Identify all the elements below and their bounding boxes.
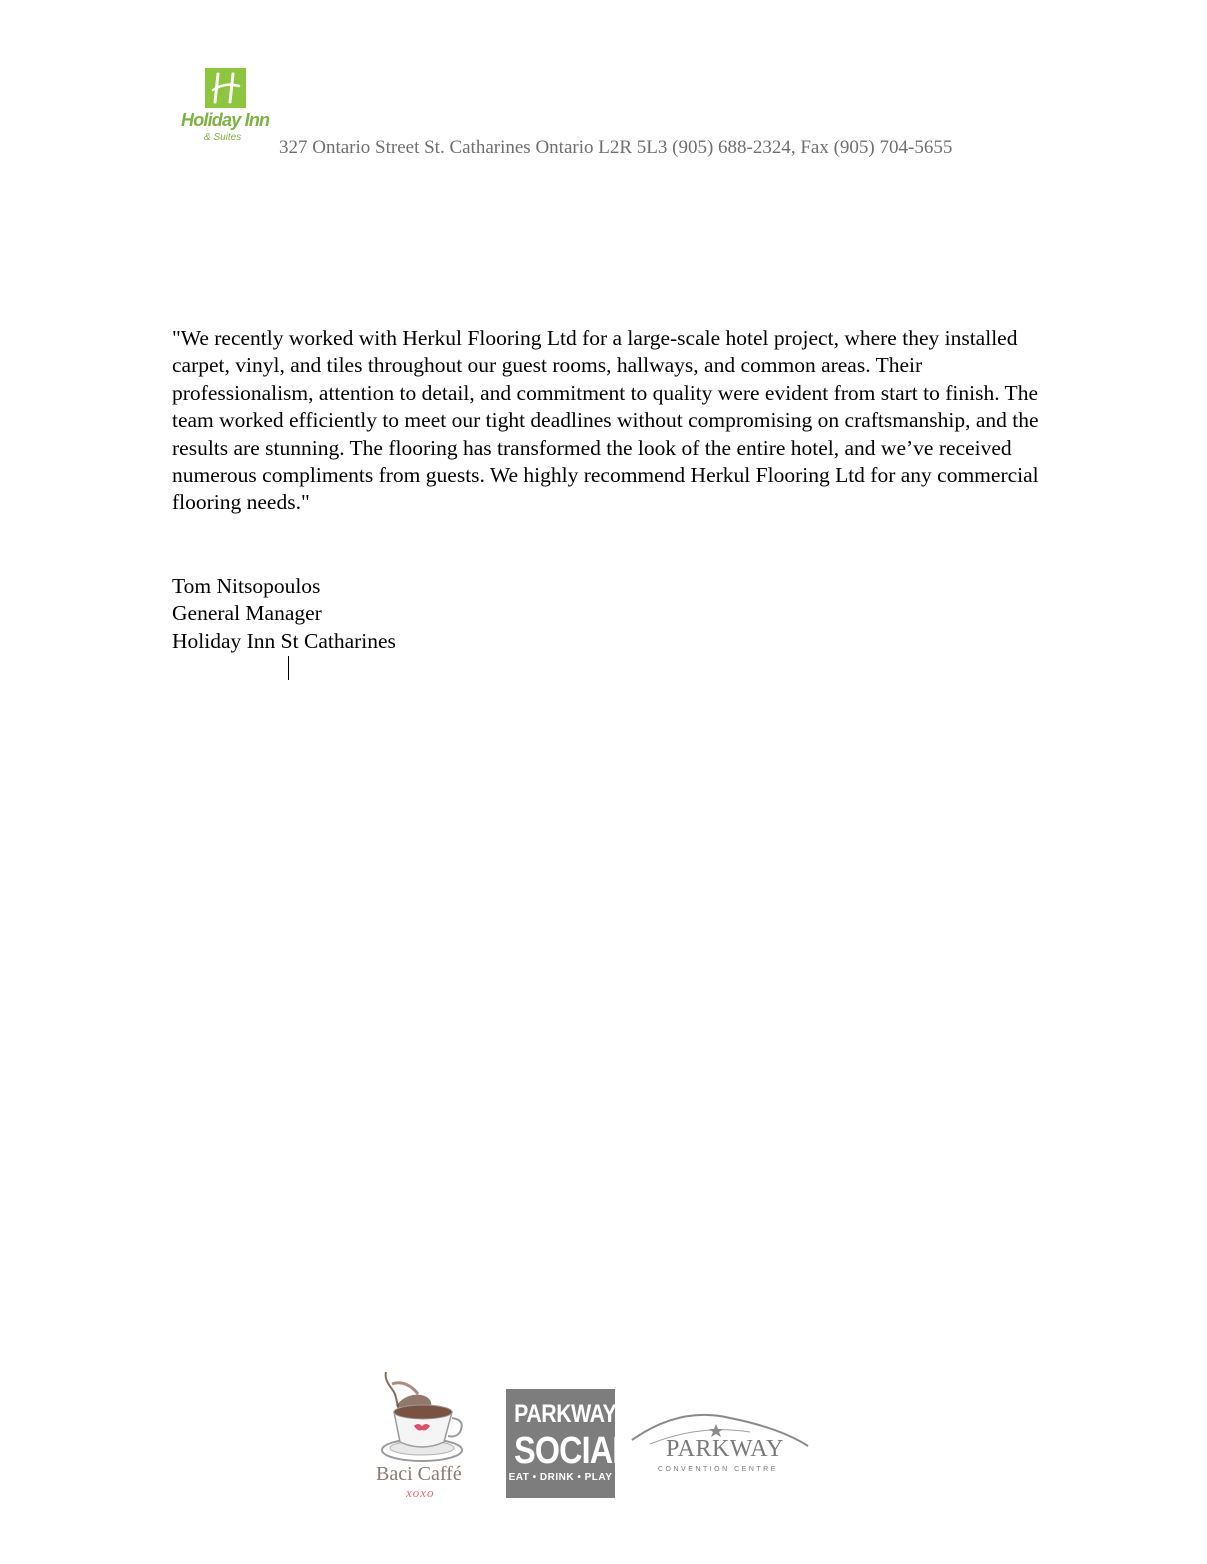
holiday-inn-logo bbox=[180, 66, 275, 148]
parkway-social-line1: PARKWAY bbox=[514, 1400, 617, 1428]
holiday-inn-h-icon bbox=[205, 68, 246, 108]
signer-title: General Manager bbox=[172, 601, 322, 626]
holiday-inn-wordmark: Holiday Inn bbox=[181, 110, 270, 130]
parkway-social-tagline: EAT • DRINK • PLAY bbox=[508, 1472, 613, 1483]
testimonial-body: "We recently worked with Herkul Flooring Ltd for a large-scale hotel project, where they installed carpet, vinyl, and tiles throughout our guest rooms, hallways, and common areas. Their professionalism, attention to detail, and commitment to quality were evident from start to finish. The team worked efficiently to meet our tight deadlines without compromising on craftsmanship, and the results are stunning. The flooring has transformed the look of the entire hotel, and we’ve received numerous compliments from guests. We highly recommend Herkul Flooring Ltd for any commercial flooring needs." bbox=[172, 326, 1039, 515]
coffee-cup-icon bbox=[372, 1370, 482, 1465]
signer-organization: Holiday Inn St Catharines bbox=[172, 628, 396, 653]
signature-block bbox=[172, 573, 396, 655]
parkway-subtitle: CONVENTION CENTRE bbox=[658, 1466, 778, 1473]
baci-caffe-logo bbox=[372, 1370, 482, 1500]
parkway-wordmark: PARKWAY bbox=[666, 1436, 784, 1462]
signer-name: Tom Nitsopoulos bbox=[172, 574, 321, 598]
baci-caffe-tagline: xoxo bbox=[406, 1485, 435, 1500]
parkway-social-line2: SOCIAL bbox=[514, 1430, 632, 1472]
text-cursor bbox=[288, 656, 289, 680]
parkway-convention-centre-logo bbox=[630, 1410, 810, 1480]
parkway-social-logo bbox=[506, 1389, 632, 1498]
holiday-inn-suites-mark: & Suites bbox=[204, 132, 242, 143]
baci-caffe-wordmark: Baci Caffé bbox=[376, 1463, 462, 1485]
hotel-address: 327 Ontario Street St. Catharines Ontario L2R 5L3 (905) 688-2324, Fax (905) 704-5655 bbox=[279, 137, 953, 158]
